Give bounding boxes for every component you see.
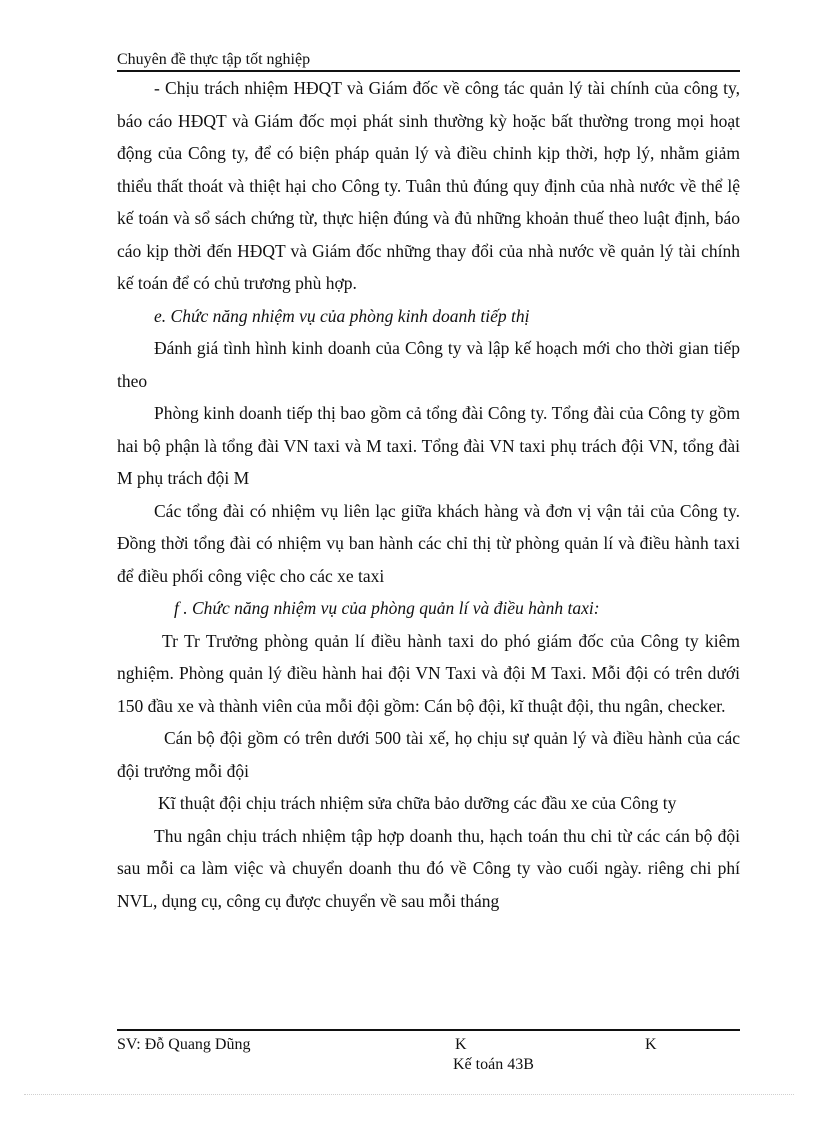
page-bottom-edge — [24, 1094, 794, 1095]
paragraph-technical-team: Kĩ thuật đội chịu trách nhiệm sửa chữa bảo dưỡng các đầu xe của Công ty — [158, 793, 677, 813]
paragraph-team-staff: Cán bộ đội gồm có trên dưới 500 tài xế, họ chịu sự quản lý và điều hành của các đội trưởng mỗi đội — [117, 728, 740, 781]
paragraph-business-assessment: Đánh giá tình hình kinh doanh của Công ty và lập kế hoạch mới cho thời gian tiếp theo — [117, 338, 740, 391]
paragraph-switchboard-duties: Các tổng đài có nhiệm vụ liên lạc giữa khách hàng và đơn vị vận tải của Công ty. Đồng thời tổng đài có nhiệm vụ ban hành các chỉ thị từ phòng quản lí và điều hành taxi để điều phối công việc cho các xe taxi — [117, 500, 740, 586]
footer-k-left: K — [455, 1036, 467, 1053]
footer-divider — [117, 1029, 740, 1031]
paragraph-cashier: Thu ngân chịu trách nhiệm tập hợp doanh thu, hạch toán thu chi từ các cán bộ đội sau mỗi ca làm việc và chuyển doanh thu đó về Công ty vào cuối ngày. riêng chi phí NVL, dụng cụ, công cụ được chuyển về sau mỗi tháng — [117, 825, 740, 911]
footer-k-right: K — [645, 1036, 657, 1053]
paragraph-finance-duties: - Chịu trách nhiệm HĐQT và Giám đốc về công tác quản lý tài chính của công ty, báo cáo HĐQT và Giám đốc mọi phát sinh thường kỳ hoặc bất thường trong mọi hoạt động của Công ty, để có biện pháp quản lý và điều chỉnh kịp thời, hợp lý, nhằm giảm thiểu thất thoát và thiệt hại cho Công ty. Tuân thủ đúng quy định của nhà nước về thể lệ kế toán và sổ sách chứng từ, thực hiện đúng và đủ những khoản thuế theo luật định, báo cáo kịp thời đến HĐQT và Giám đốc những thay đổi của nhà nước về quản lý tài chính kế toán để có chủ trương phù hợp. — [117, 78, 740, 293]
section-heading-f: f . Chức năng nhiệm vụ của phòng quản lí và điều hành taxi: — [174, 598, 600, 618]
paragraph-taxi-management: Tr Tr Trưởng phòng quản lí điều hành taxi do phó giám đốc của Công ty kiêm nghiệm. Phòng quản lý điều hành hai đội VN Taxi và đội M Taxi. Mỗi đội có trên dưới 150 đầu xe và thành viên của mỗi đội gồm: Cán bộ đội, kĩ thuật đội, thu ngân, checker. — [117, 630, 740, 716]
footer-student-name: SV: Đỗ Quang Dũng — [117, 1036, 251, 1053]
footer-class-name: Kế toán 43B — [453, 1056, 534, 1073]
document-body — [117, 72, 740, 917]
section-heading-e: e. Chức năng nhiệm vụ của phòng kinh doanh tiếp thị — [154, 305, 530, 326]
header-title: Chuyên đề thực tập tốt nghiệp — [117, 51, 311, 68]
paragraph-switchboard: Phòng kinh doanh tiếp thị bao gồm cả tổng đài Công ty. Tổng đài của Công ty gồm hai bộ phận là tổng đài VN taxi và M taxi. Tổng đài VN taxi phụ trách đội VN, tổng đài M phụ trách đội M — [117, 403, 740, 488]
